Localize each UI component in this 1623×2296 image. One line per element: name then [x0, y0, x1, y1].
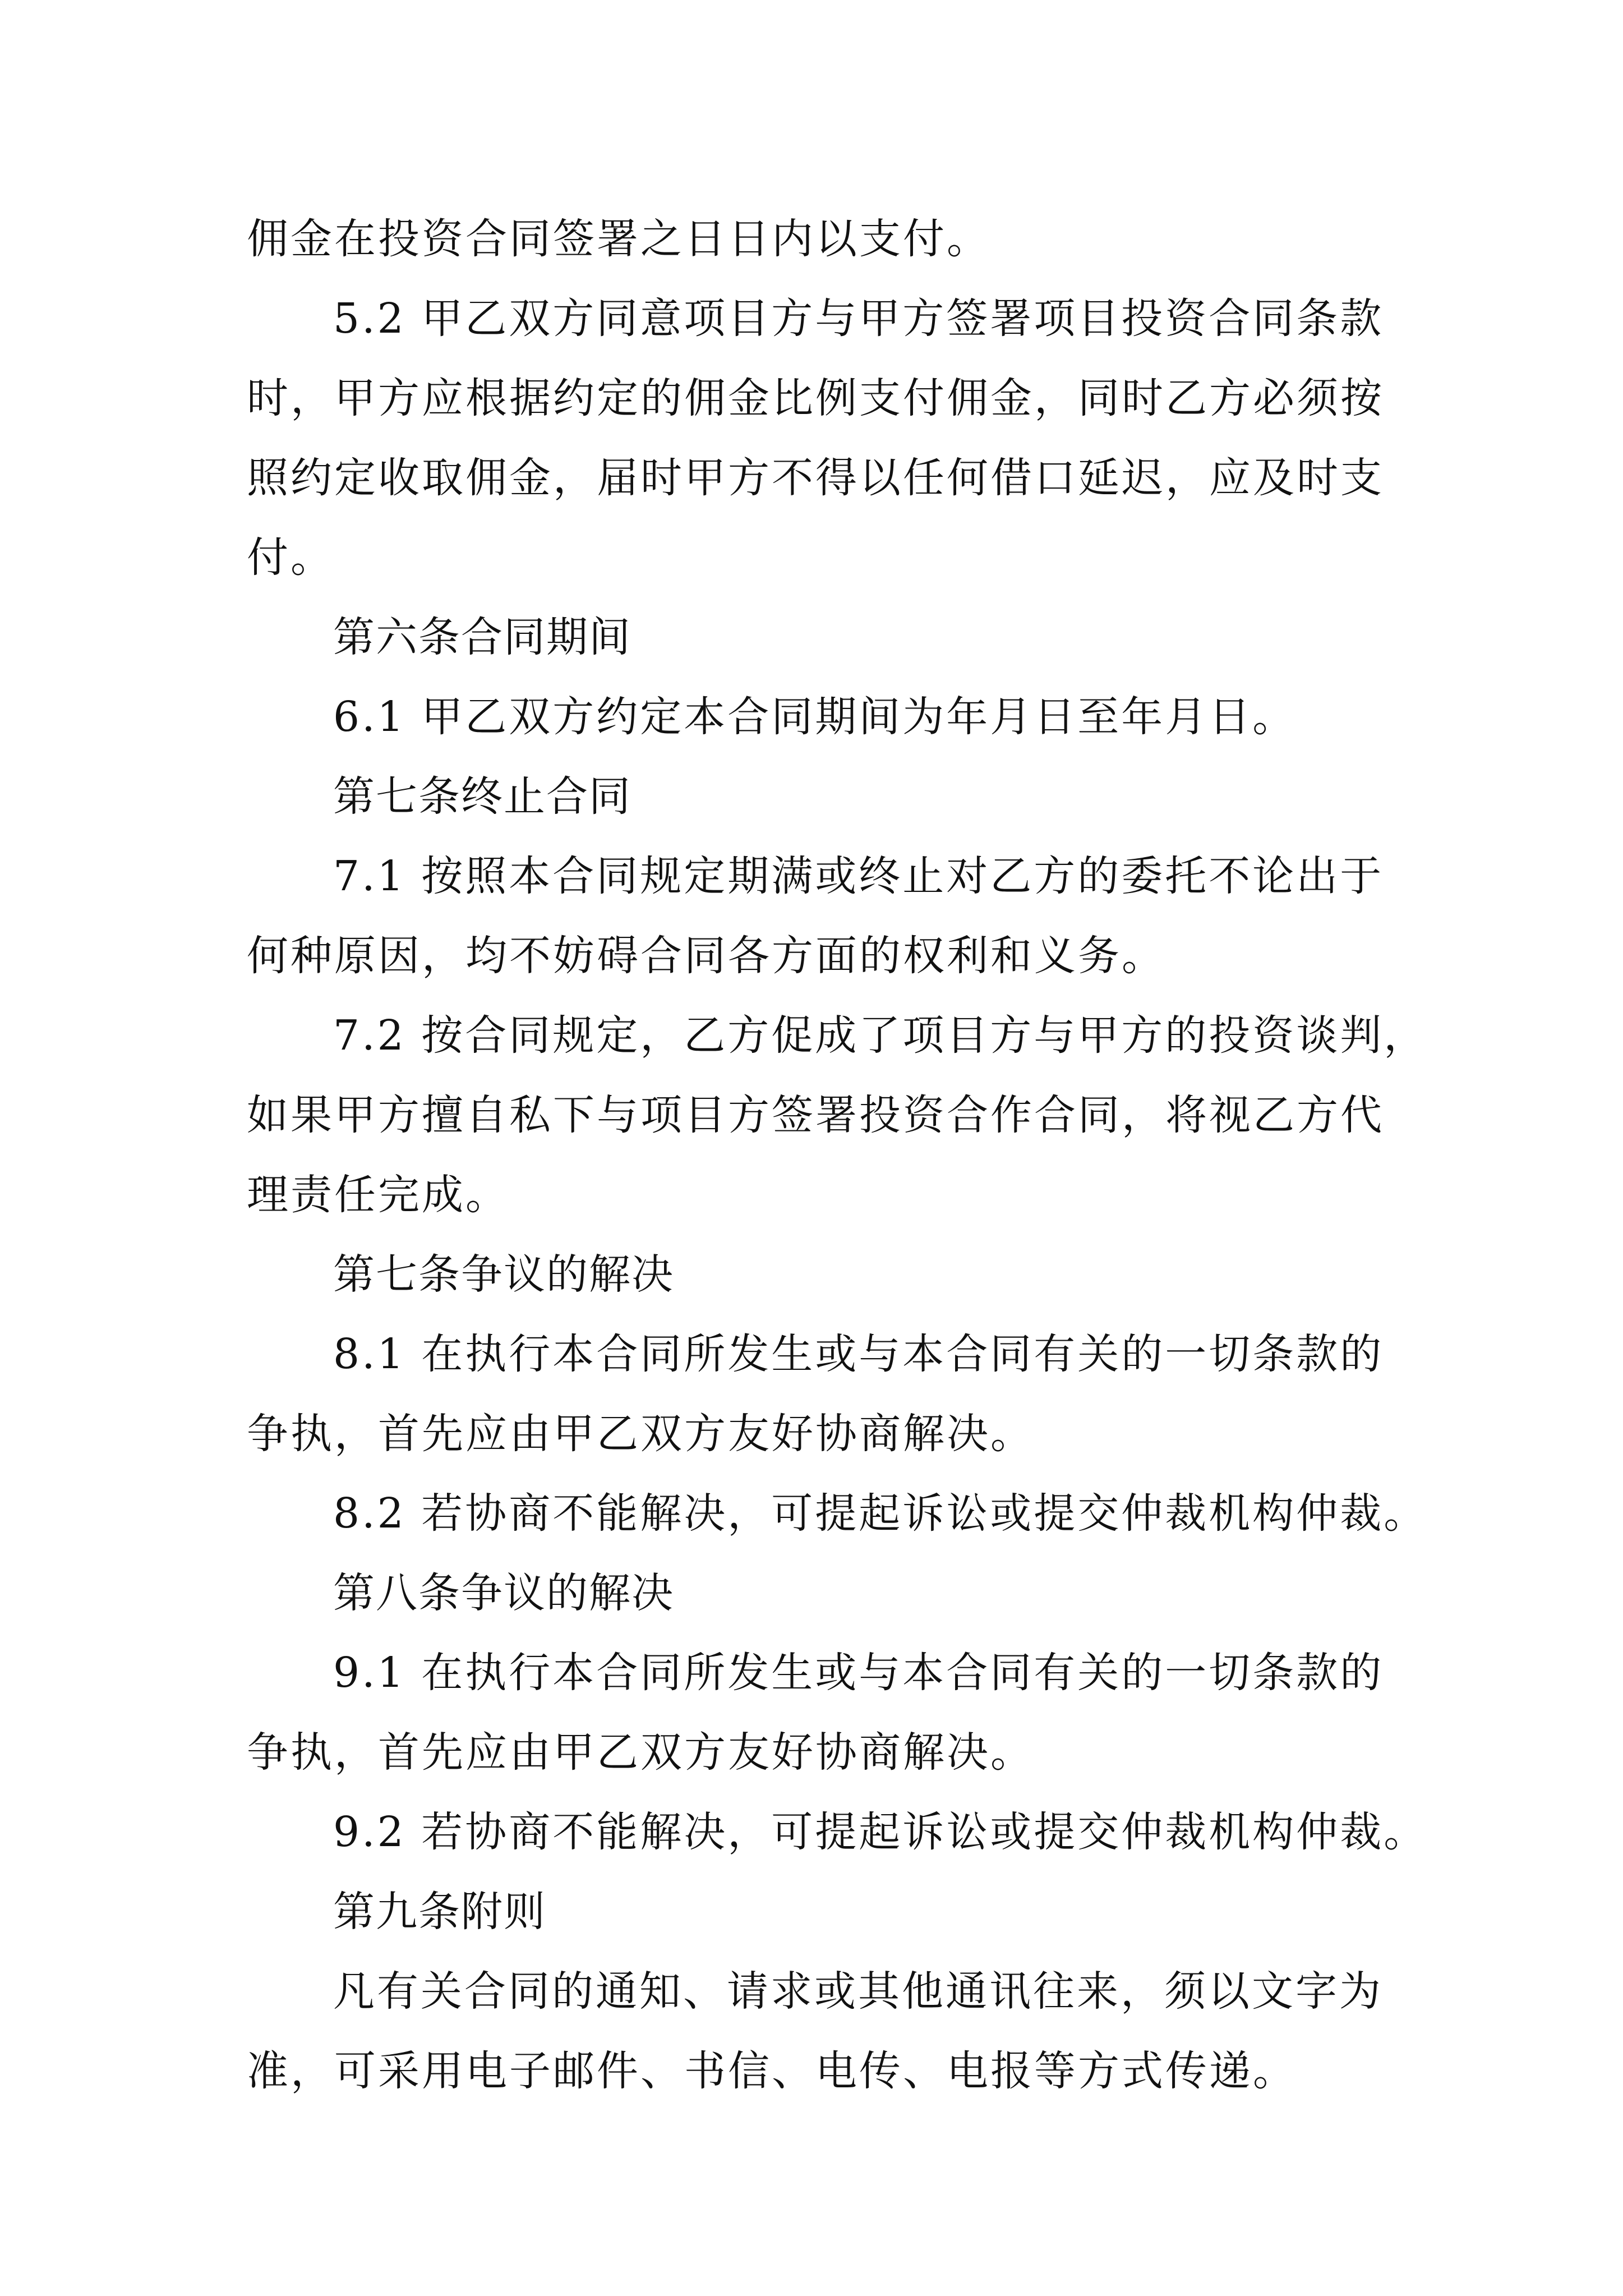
clause-9-1-line: 9.1 在执行本合同所发生或与本合同有关的一切条款的	[333, 1649, 1384, 1697]
paragraph-line: 争执，首先应由甲乙双方友好协商解决。	[247, 1728, 1034, 1777]
clause-7-1-line: 7.1 按照本合同规定期满或终止对乙方的委托不论出于	[333, 852, 1384, 900]
clause-9-2-line: 9.2 若协商不能解决，可提起诉讼或提交仲裁机构仲裁。	[333, 1808, 1428, 1856]
clause-8-1-line: 8.1 在执行本合同所发生或与本合同有关的一切条款的	[333, 1330, 1384, 1378]
paragraph-line: 时，甲方应根据约定的佣金比例支付佣金，同时乙方必须按	[247, 374, 1384, 422]
clause-7-2-line: 7.2 按合同规定，乙方促成了项目方与甲方的投资谈判，	[333, 1011, 1428, 1060]
paragraph-line: 付。	[247, 533, 334, 582]
supplementary-provision-line: 凡有关合同的通知、请求或其他通讯往来，须以文字为	[333, 1967, 1383, 2016]
document-body	[247, 199, 1428, 2111]
clause-5-2-line: 5.2 甲乙双方同意项目方与甲方签署项目投资合同条款	[333, 295, 1384, 343]
paragraph-line: 理责任完成。	[247, 1171, 509, 1219]
paragraph-line: 佣金在投资合同签署之日日内以支付。	[247, 215, 990, 263]
section-heading-article-6: 第六条合同期间	[333, 613, 631, 661]
clause-8-2-line: 8.2 若协商不能解决，可提起诉讼或提交仲裁机构仲裁。	[333, 1489, 1428, 1538]
paragraph-line: 如果甲方擅自私下与项目方签署投资合作合同，将视乙方代	[247, 1091, 1384, 1139]
paragraph-line: 争执，首先应由甲乙双方友好协商解决。	[247, 1410, 1034, 1458]
paragraph-line: 照约定收取佣金，届时甲方不得以任何借口延迟，应及时支	[247, 454, 1384, 502]
paragraph-line: 何种原因，均不妨碍合同各方面的权利和义务。	[247, 932, 1165, 980]
section-heading-article-9: 第九条附则	[333, 1888, 546, 1936]
section-heading-article-8-dispute: 第八条争议的解决	[333, 1569, 674, 1617]
paragraph-line: 准，可采用电子邮件、书信、电传、电报等方式传递。	[247, 2047, 1297, 2095]
section-heading-article-7-dispute: 第七条争议的解决	[333, 1250, 674, 1299]
section-heading-article-7-termination: 第七条终止合同	[333, 772, 631, 821]
clause-6-1-line: 6.1 甲乙双方约定本合同期间为年月日至年月日。	[333, 693, 1297, 741]
